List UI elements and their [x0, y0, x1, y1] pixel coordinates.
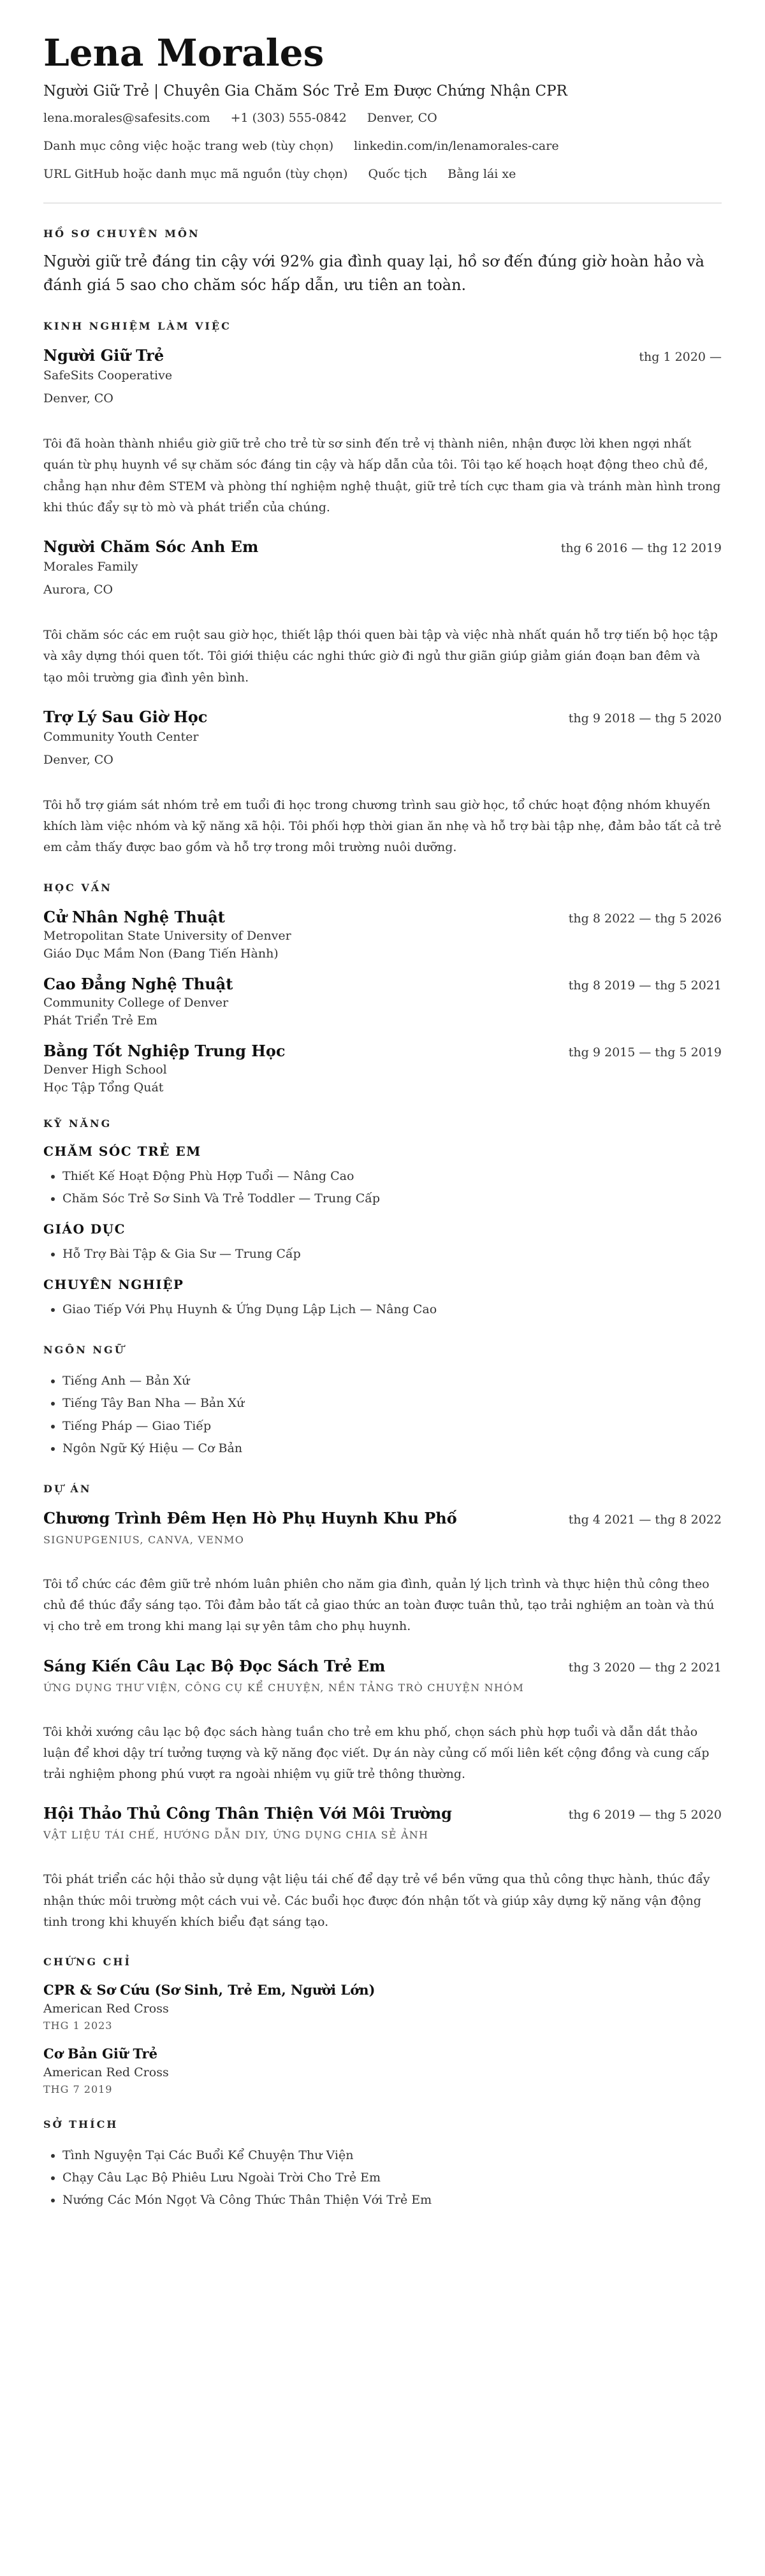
project-title: Sáng Kiến Câu Lạc Bộ Đọc Sách Trẻ Em	[43, 1656, 386, 1675]
school-name: Denver High School	[43, 1062, 167, 1077]
project-description: Tôi khởi xướng câu lạc bộ đọc sách hàng tuần cho trẻ em khu phố, chọn sách phù hợp tuổi và dẫn dắt thảo luận để khơi dậy trí tưởng tượng và kỹ năng đọc viết. Dự án này củng cố mối liên kết cộng đồng và cung cấp trải nghiệm phong phú vượt ra ngoài nhiệm vụ giữ trẻ thông thường.	[43, 1724, 710, 1782]
section-title: CHỨNG CHỈ	[43, 1956, 131, 1968]
education-date: thg 8 2019 — thg 5 2021	[568, 978, 722, 993]
contact-line-1	[43, 111, 722, 125]
section-title: HỌC VẤN	[43, 881, 112, 894]
language-item: • Tiếng Anh — Bản Xứ	[62, 1370, 722, 1392]
linkedin-link[interactable]: linkedin.com/in/lenamorales-care	[354, 138, 559, 153]
field-of-study: Giáo Dục Mầm Non (Đang Tiến Hành)	[43, 946, 279, 961]
job-title: Người Giữ Trẻ	[43, 346, 164, 365]
job-location: Denver, CO	[43, 391, 113, 406]
certification-date: THG 1 2023	[43, 2019, 113, 2032]
education-entry	[43, 1042, 722, 1095]
skill-list	[43, 1299, 722, 1321]
language-item: • Tiếng Pháp — Giao Tiếp	[62, 1415, 722, 1437]
experience-entry	[43, 537, 722, 688]
job-title: Trợ Lý Sau Giờ Học	[43, 707, 208, 726]
employer: Morales Family	[43, 560, 138, 574]
project-tools: VẬT LIỆU TÁI CHẾ, HƯỚNG DẪN DIY, ỨNG DỤNG CHIA SẺ ẢNH	[43, 1829, 429, 1842]
education-section	[43, 882, 722, 1095]
project-tools: ỨNG DỤNG THƯ VIỆN, CÔNG CỤ KỂ CHUYỆN, NỀN TẢNG TRÒ CHUYỆN NHÓM	[43, 1681, 524, 1694]
employer: Community Youth Center	[43, 729, 199, 744]
degree-title: Bằng Tốt Nghiệp Trung Học	[43, 1041, 286, 1060]
hobbies-section	[43, 2118, 722, 2211]
phone-number[interactable]: +1 (303) 555-0842	[230, 110, 347, 125]
job-description: Tôi chăm sóc các em ruột sau giờ học, thiết lập thói quen bài tập và việc nhà nhất quán hỗ trợ tiến bộ học tập và xây dựng thói quen tốt. Tôi giới thiệu các nghi thức giờ đi ngủ thư giãn giúp giảm gián đoạn ban đêm và tạo môi trường gia đình yên bình.	[43, 628, 718, 685]
field-of-study: Phát Triển Trẻ Em	[43, 1013, 157, 1028]
job-location: Aurora, CO	[43, 583, 113, 597]
skill-item: • Hỗ Trợ Bài Tập & Gia Sư — Trung Cấp	[62, 1243, 722, 1265]
job-description: Tôi đã hoàn thành nhiều giờ giữ trẻ cho trẻ từ sơ sinh đến trẻ vị thành niên, nhận được lời khen ngợi nhất quán từ phụ huynh về sự chăm sóc đáng tin cậy và hấp dẫn của tôi. Tôi tạo kế hoạch hoạt động theo chủ đề, chẳng hạn như đêm STEM và phòng thí nghiệm nghệ thuật, giữ trẻ tích cực tham gia và tránh màn hình trong khi thúc đẩy sự tò mò và phát triển của chúng.	[43, 437, 721, 514]
portfolio-link[interactable]: Danh mục công việc hoặc trang web (tùy chọn)	[43, 138, 334, 153]
project-title: Chương Trình Đêm Hẹn Hò Phụ Huynh Khu Phố	[43, 1508, 457, 1527]
skill-category: GIÁO DỤC	[43, 1221, 126, 1237]
field-of-study: Học Tập Tổng Quát	[43, 1080, 164, 1095]
resume-header	[43, 33, 722, 181]
github-link[interactable]: URL GitHub hoặc danh mục mã nguồn (tùy chọn)	[43, 166, 348, 181]
section-title: KỸ NĂNG	[43, 1117, 112, 1130]
language-item: • Tiếng Tây Ban Nha — Bản Xứ	[62, 1392, 722, 1415]
section-title: DỰ ÁN	[43, 1482, 92, 1495]
project-description: Tôi phát triển các hội thảo sử dụng vật liệu tái chế để dạy trẻ về bền vững qua thủ công thực hành, thúc đẩy nhận thức môi trường một cách vui vẻ. Các buổi học được đón nhận tốt và giúp xây dựng kỹ năng vận động tinh trong khi khuyến khích biểu đạt sáng tạo.	[43, 1872, 710, 1929]
language-list	[43, 1370, 722, 1460]
project-title: Hội Thảo Thủ Công Thân Thiện Với Môi Trường	[43, 1804, 452, 1823]
section-title: HỒ SƠ CHUYÊN MÔN	[43, 227, 200, 240]
certification-issuer: American Red Cross	[43, 2002, 169, 2016]
education-entry	[43, 908, 722, 961]
project-entry	[43, 1804, 722, 1933]
section-title: KINH NGHIỆM LÀM VIỆC	[43, 320, 231, 333]
project-entry	[43, 1509, 722, 1638]
project-entry	[43, 1657, 722, 1786]
job-location: Denver, CO	[43, 752, 113, 767]
location: Denver, CO	[367, 110, 437, 125]
experience-entry	[43, 708, 722, 859]
job-description: Tôi hỗ trợ giám sát nhóm trẻ em tuổi đi học trong chương trình sau giờ học, tổ chức hoạt động nhóm khuyến khích làm việc nhóm và kỹ năng xã hội. Tôi phối hợp thời gian ăn nhẹ và hỗ trợ bài tập nhẹ, đảm bảo tất cả trẻ em cảm thấy được bao gồm và hỗ trợ trong môi trường nuôi dưỡng.	[43, 797, 722, 855]
education-date: thg 8 2022 — thg 5 2026	[568, 911, 722, 926]
project-description: Tôi tổ chức các đêm giữ trẻ nhóm luân phiên cho năm gia đình, quản lý lịch trình và thực hiện thủ công theo chủ đề thúc đẩy sáng tạo. Tôi đảm bảo tất cả giao thức an toàn được tuân thủ, tạo trải nghiệm an toàn và thú vị cho trẻ em trong khi mang lại sự yên tâm cho phụ huynh.	[43, 1576, 715, 1634]
profile-summary: Người giữ trẻ đáng tin cậy với 92% gia đình quay lại, hồ sơ đến đúng giờ hoàn hảo và đánh giá 5 sao cho chăm sóc hấp dẫn, ưu tiên an toàn.	[43, 252, 704, 294]
degree-title: Cao Đẳng Nghệ Thuật	[43, 974, 233, 993]
section-title: SỞ THÍCH	[43, 2118, 119, 2131]
skill-item: • Thiết Kế Hoạt Động Phù Hợp Tuổi — Nâng Cao	[62, 1165, 722, 1188]
skill-category: CHUYÊN NGHIỆP	[43, 1277, 184, 1293]
certification-issuer: American Red Cross	[43, 2065, 169, 2080]
job-title: Người Chăm Sóc Anh Em	[43, 537, 259, 557]
certification-entry	[43, 1982, 722, 2032]
language-item: • Ngôn Ngữ Ký Hiệu — Cơ Bản	[62, 1437, 722, 1460]
nationality: Quốc tịch	[368, 166, 428, 181]
hobby-item: • Tình Nguyện Tại Các Buổi Kể Chuyện Thư Viện	[62, 2144, 722, 2167]
certification-name: Cơ Bản Giữ Trẻ	[43, 2046, 157, 2062]
education-date: thg 9 2015 — thg 5 2019	[568, 1045, 722, 1059]
skills-section	[43, 1117, 722, 1321]
certification-entry	[43, 2046, 722, 2095]
certification-name: CPR & Sơ Cứu (Sơ Sinh, Trẻ Em, Người Lớn)	[43, 1982, 375, 1998]
hobby-item: • Nướng Các Món Ngọt Và Công Thức Thân Thiện Với Trẻ Em	[62, 2189, 722, 2211]
job-date: thg 9 2018 — thg 5 2020	[568, 711, 722, 725]
section-title: NGÔN NGỮ	[43, 1344, 126, 1357]
contact-line-2	[43, 139, 722, 153]
project-date: thg 4 2021 — thg 8 2022	[568, 1512, 722, 1527]
contact-line-3	[43, 167, 722, 181]
headline: Người Giữ Trẻ | Chuyên Gia Chăm Sóc Trẻ Em Được Chứng Nhận CPR	[43, 82, 567, 99]
skill-item: • Chăm Sóc Trẻ Sơ Sinh Và Trẻ Toddler — Trung Cấp	[62, 1188, 722, 1210]
skill-category: CHĂM SÓC TRẺ EM	[43, 1143, 201, 1159]
degree-title: Cử Nhân Nghệ Thuật	[43, 907, 225, 926]
project-date: thg 6 2019 — thg 5 2020	[568, 1808, 722, 1823]
languages-section	[43, 1344, 722, 1460]
profile-section	[43, 228, 722, 297]
job-date: thg 6 2016 — thg 12 2019	[560, 541, 722, 556]
certifications-section	[43, 1956, 722, 2095]
school-name: Community College of Denver	[43, 995, 229, 1010]
education-entry	[43, 975, 722, 1028]
job-date: thg 1 2020 —	[639, 350, 722, 365]
driving-license: Bằng lái xe	[448, 166, 516, 181]
school-name: Metropolitan State University of Denver	[43, 928, 291, 943]
projects-section	[43, 1483, 722, 1933]
hobby-item: • Chạy Câu Lạc Bộ Phiêu Lưu Ngoài Trời Cho Trẻ Em	[62, 2167, 722, 2189]
email-link[interactable]: lena.morales@safesits.com	[43, 110, 210, 125]
experience-section	[43, 320, 722, 859]
hobby-list	[43, 2144, 722, 2211]
skill-list	[43, 1243, 722, 1265]
skill-item: • Giao Tiếp Với Phụ Huynh & Ứng Dụng Lập Lịch — Nâng Cao	[62, 1299, 722, 1321]
certification-date: THG 7 2019	[43, 2083, 113, 2096]
employer: SafeSits Cooperative	[43, 368, 173, 383]
experience-entry	[43, 346, 722, 518]
project-tools: SIGNUPGENIUS, CANVA, VENMO	[43, 1533, 245, 1546]
candidate-name: Lena Morales	[43, 31, 324, 75]
skill-list	[43, 1165, 722, 1210]
project-date: thg 3 2020 — thg 2 2021	[568, 1660, 722, 1675]
